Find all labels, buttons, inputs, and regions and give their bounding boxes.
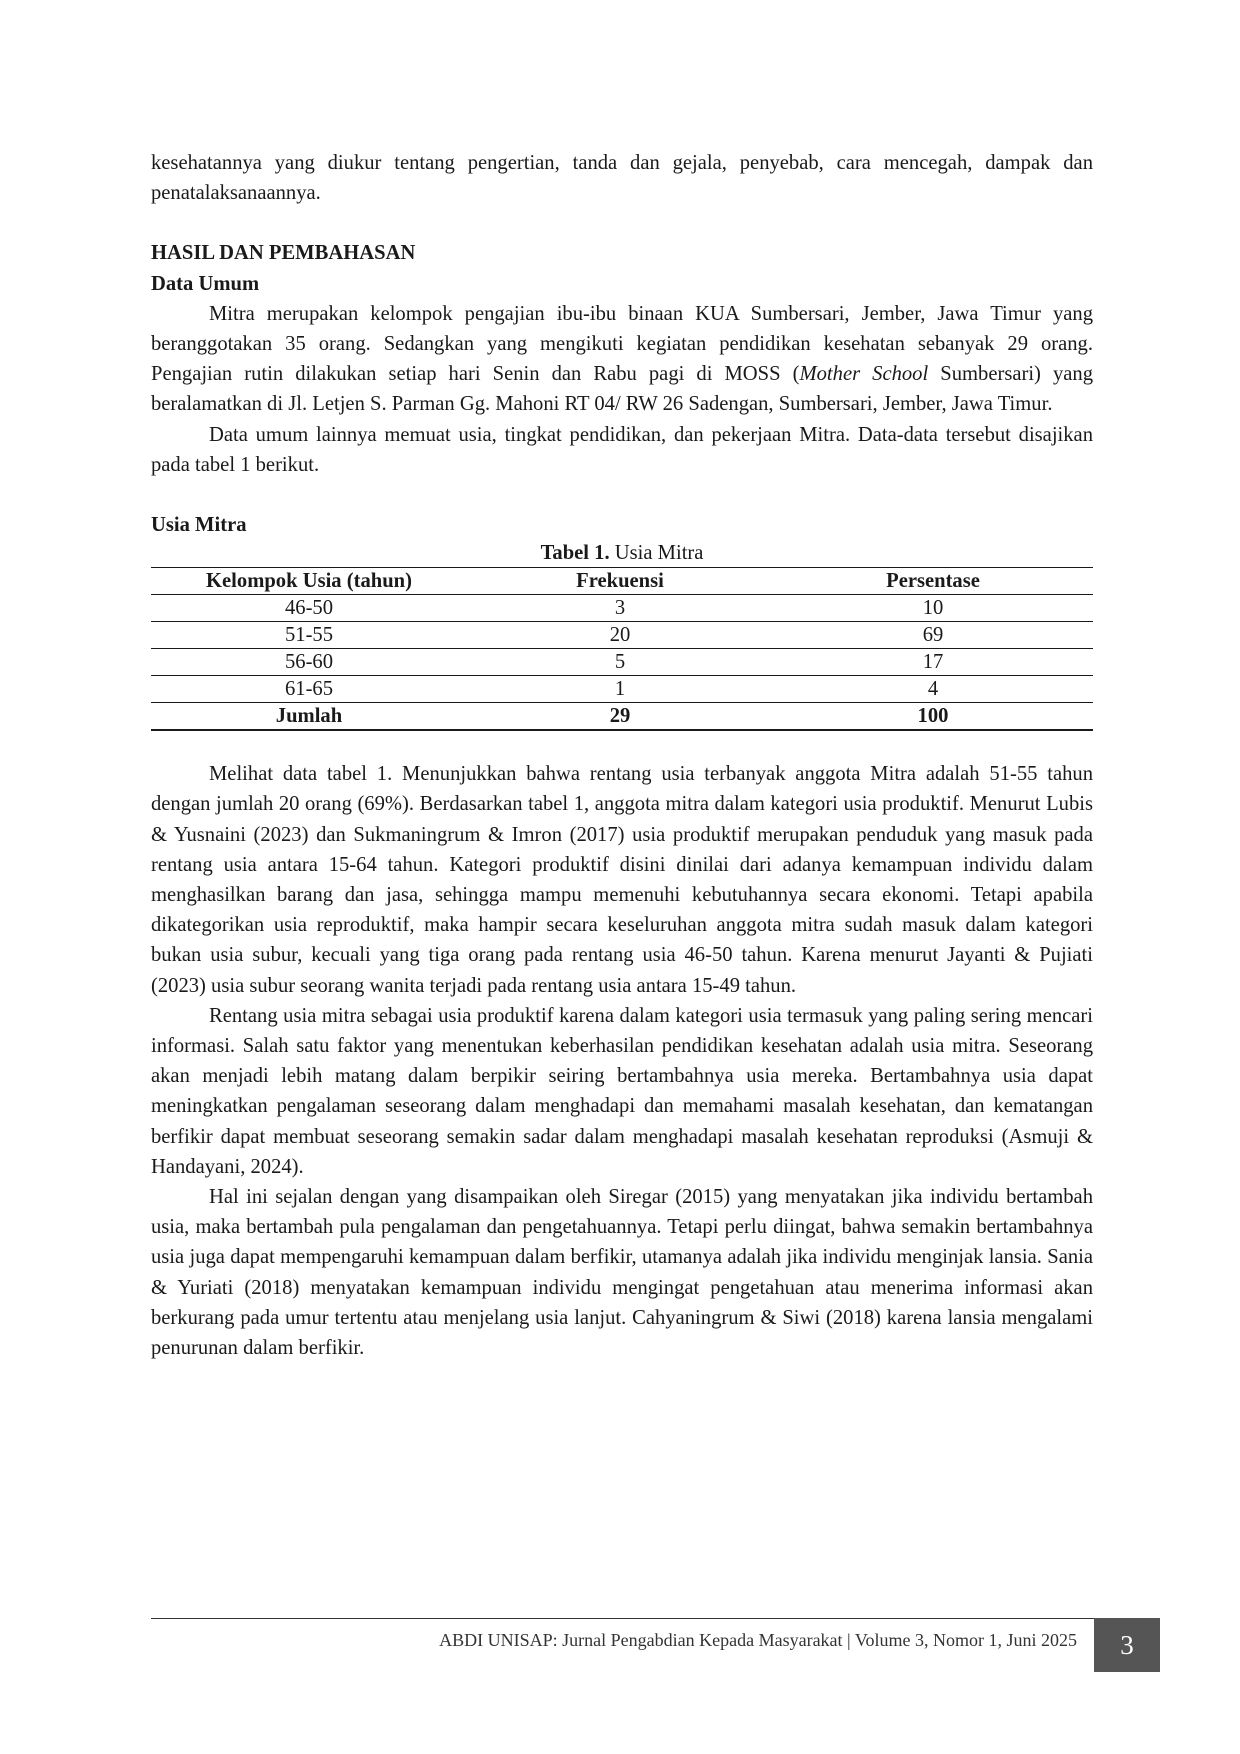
table-row: [151, 676, 1093, 703]
cell-frekuensi: 3: [467, 595, 773, 622]
data-umum-paragraph-2: Data umum lainnya memuat usia, tingkat pendidikan, dan pekerjaan Mitra. Data-data tersebut disajikan pada tabel 1 berikut.: [151, 423, 1093, 476]
paragraph-rentang: Rentang usia mitra sebagai usia produktif karena dalam kategori usia termasuk yang paling sering mencari informasi. Salah satu faktor yang menentukan keberhasilan pendidikan kesehatan adalah usia mitra. Seseorang akan menjadi lebih matang dalam berpikir seiring bertambahnya usia mereka. Bertambahnya usia dapat meningkatkan pengalaman seseorang dalam menghadapi dan memahami masalah kesehatan, dan kematangan berfikir dapat membuat seseorang semakin sadar dalam menghadapi masalah kesehatan reproduksi (Asmuji & Handayani, 2024).: [151, 1004, 1093, 1178]
data-umum-p1-text-b: Sumbersari) yang beralamatkan di Jl. Letjen S. Parman Gg. Mahoni RT 04/ RW 26 Sadengan, Sumbersari, Jember, Jawa Timur.: [151, 363, 1093, 416]
cell-persentase: 10: [773, 595, 1093, 622]
cell-kelompok-usia: 56-60: [151, 649, 467, 676]
header-persentase: Persentase: [773, 568, 1093, 595]
cell-persentase: 17: [773, 649, 1093, 676]
cell-total-label: Jumlah: [151, 703, 467, 731]
table-caption-label: Tabel 1.: [540, 542, 610, 565]
cell-persentase: 69: [773, 622, 1093, 649]
cell-kelompok-usia: 51-55: [151, 622, 467, 649]
table-total-row: [151, 703, 1093, 731]
table-caption: [151, 540, 1093, 567]
paragraph-melihat: Melihat data tabel 1. Menunjukkan bahwa rentang usia terbanyak anggota Mitra adalah 51-55 tahun dengan jumlah 20 orang (69%). Berdasarkan tabel 1, anggota mitra dalam kategori usia produktif. Menurut Lubis & Yusnaini (2023) dan Sukmaningrum & Imron (2017) usia produktif merupakan penduduk yang masuk pada rentang usia antara 15-64 tahun. Kategori produktif disini dinilai dari adanya kemampuan individu dalam menghasilkan barang dan jasa, sehingga mampu memenuhi kebutuhannya secara ekonomi. Tetapi apabila dikategorikan usia reproduktif, maka hampir secara keseluruhan anggota mitra sudah masuk dalam kategori bukan usia subur, kecuali yang tiga orang pada rentang usia 46-50 tahun. Karena menurut Jayanti & Pujiati (2023) usia subur seorang wanita terjadi pada rentang usia antara 15-49 tahun.: [151, 763, 1093, 997]
cell-frekuensi: 1: [467, 676, 773, 703]
subsection-usia-mitra: Usia Mitra: [151, 514, 247, 537]
header-frekuensi: Frekuensi: [467, 568, 773, 595]
subsection-data-umum: Data Umum: [151, 272, 260, 295]
cell-total-persentase: 100: [773, 703, 1093, 731]
table-row: [151, 622, 1093, 649]
cell-frekuensi: 20: [467, 622, 773, 649]
page-number: 3: [1094, 1618, 1160, 1672]
table-row: [151, 649, 1093, 676]
cell-frekuensi: 5: [467, 649, 773, 676]
paragraph-hal: Hal ini sejalan dengan yang disampaikan oleh Siregar (2015) yang menyatakan jika individu bertambah usia, maka bertambah pula pengalaman dan pengetahuannya. Tetapi perlu diingat, bahwa semakin bertambahnya usia juga dapat mempengaruhi kemampuan dalam berfikir, utamanya adalah jika individu menginjak lansia. Sania & Yuriati (2018) menyatakan kemampuan individu mengingat pengetahuan atau menerima informasi akan berkurang pada umur tertentu atau menjelang usia lanjut. Cahyaningrum & Siwi (2018) karena lansia mengalami penurunan dalam berfikir.: [151, 1186, 1093, 1360]
cell-persentase: 4: [773, 676, 1093, 703]
header-kelompok-usia: Kelompok Usia (tahun): [151, 568, 467, 595]
cell-total-frekuensi: 29: [467, 703, 773, 731]
cell-kelompok-usia: 61-65: [151, 676, 467, 703]
footer-divider: [151, 1618, 1094, 1619]
table-header-row: [151, 568, 1093, 595]
usia-mitra-table: [151, 567, 1093, 731]
data-umum-paragraph-1: [151, 299, 1093, 420]
page-content: [151, 148, 1093, 1363]
footer-journal: ABDI UNISAP: Jurnal Pengabdian Kepada Masyarakat | Volume 3, Nomor 1, Juni 2025: [439, 1630, 1077, 1650]
intro-paragraph: kesehatannya yang diukur tentang pengertian, tanda dan gejala, penyebab, cara mencegah, dampak dan penatalaksanaannya.: [151, 152, 1093, 205]
data-umum-p1-text-a: Mitra merupakan kelompok pengajian ibu-ibu binaan KUA Sumbersari, Jember, Jawa Timur yang beranggotakan 35 orang. Sedangkan yang mengikuti kegiatan pendidikan kesehatan sebanyak 29 orang. Pengajian rutin dilakukan setiap hari Senin dan Rabu pagi di MOSS (: [151, 302, 1093, 386]
table-caption-text: Usia Mitra: [609, 542, 704, 565]
data-umum-p1-italic: Mother School: [799, 363, 929, 386]
section-title: HASIL DAN PEMBAHASAN: [151, 242, 416, 265]
table-row: [151, 595, 1093, 622]
cell-kelompok-usia: 46-50: [151, 595, 467, 622]
